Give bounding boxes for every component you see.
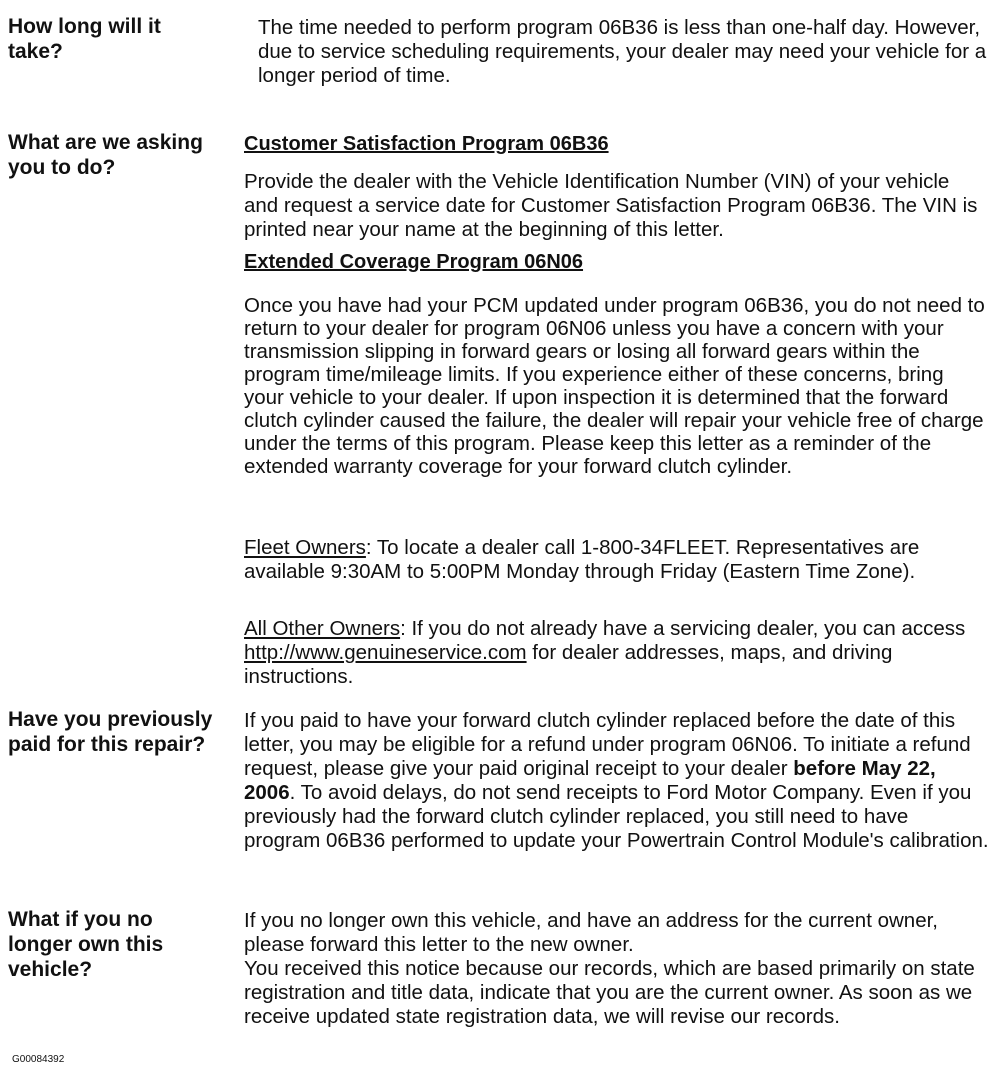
refund-text-after: . To avoid delays, do not send receipts to Ford Motor Company. Even if you previously had the forward clutch cylinder replaced, you still need to have program 06B36 performed to update your Powertrain Control Module's calibration. xyxy=(244,781,989,852)
question-no-longer-own: What if you no longer own this vehicle? xyxy=(8,908,164,981)
paragraph-other-owners xyxy=(244,617,986,689)
refund-deadline: before May 22, 2006 xyxy=(244,757,936,804)
document-code: G00084392 xyxy=(12,1054,65,1065)
refund-text-before: If you paid to have your forward clutch cylinder replaced before the date of this letter, you may be eligible for a refund under program 06N06. To initiate a refund request, please give your paid original receipt to your dealer xyxy=(244,709,971,780)
fleet-owners-text: : To locate a dealer call 1-800-34FLEET. Representatives are available 9:30AM to 5:00PM Monday through Friday (Eastern Time Zone). xyxy=(244,536,920,583)
other-owners-text-after: for dealer addresses, maps, and driving instructions. xyxy=(244,641,893,688)
paragraph-provide-vin: Provide the dealer with the Vehicle Identification Number (VIN) of your vehicle and request a service date for Customer Satisfaction Program 06B36. The VIN is printed near your name at the beginning of this letter. xyxy=(244,170,978,241)
heading-ecp-06n06: Extended Coverage Program 06N06 xyxy=(244,251,584,273)
answer-forward-letter: If you no longer own this vehicle, and have an address for the current owner, please forward this letter to the new owner. xyxy=(244,909,938,956)
answer-how-long: The time needed to perform program 06B36 is less than one-half day. However, due to service scheduling requirements, your dealer may need your vehicle for a longer period of time. xyxy=(258,16,987,87)
question-previously-paid: Have you previously paid for this repair? xyxy=(8,708,213,756)
question-how-long: How long will it take? xyxy=(8,15,161,63)
answer-records-notice: You received this notice because our records, which are based primarily on state registration and title data, indicate that you are the current owner. As soon as we receive updated state registration data, we will revise our records. xyxy=(244,957,975,1028)
genuineservice-link[interactable]: http://www.genuineservice.com xyxy=(244,641,527,664)
paragraph-fleet-owners xyxy=(244,536,986,584)
other-owners-label: All Other Owners xyxy=(244,617,401,640)
fleet-owners-label: Fleet Owners xyxy=(244,536,366,559)
answer-previously-paid xyxy=(244,709,989,853)
heading-csp-06b36: Customer Satisfaction Program 06B36 xyxy=(244,133,609,155)
other-owners-text-before: : If you do not already have a servicing dealer, you can access xyxy=(400,617,966,640)
paragraph-extended-coverage: Once you have had your PCM updated under program 06B36, you do not need to return to your dealer for program 06N06 unless you have a concern with your transmission slipping in forward gears or losing all forward gears within the program time/mileage limits. If you experience either of these concerns, bring your vehicle to your dealer. If upon inspection it is determined that the forward clutch cylinder caused the failure, the dealer will repair your vehicle free of charge under the terms of this program. Please keep this letter as a reminder of the extended warranty coverage for your forward clutch cylinder. xyxy=(244,294,985,478)
question-asking: What are we asking you to do? xyxy=(8,131,203,179)
